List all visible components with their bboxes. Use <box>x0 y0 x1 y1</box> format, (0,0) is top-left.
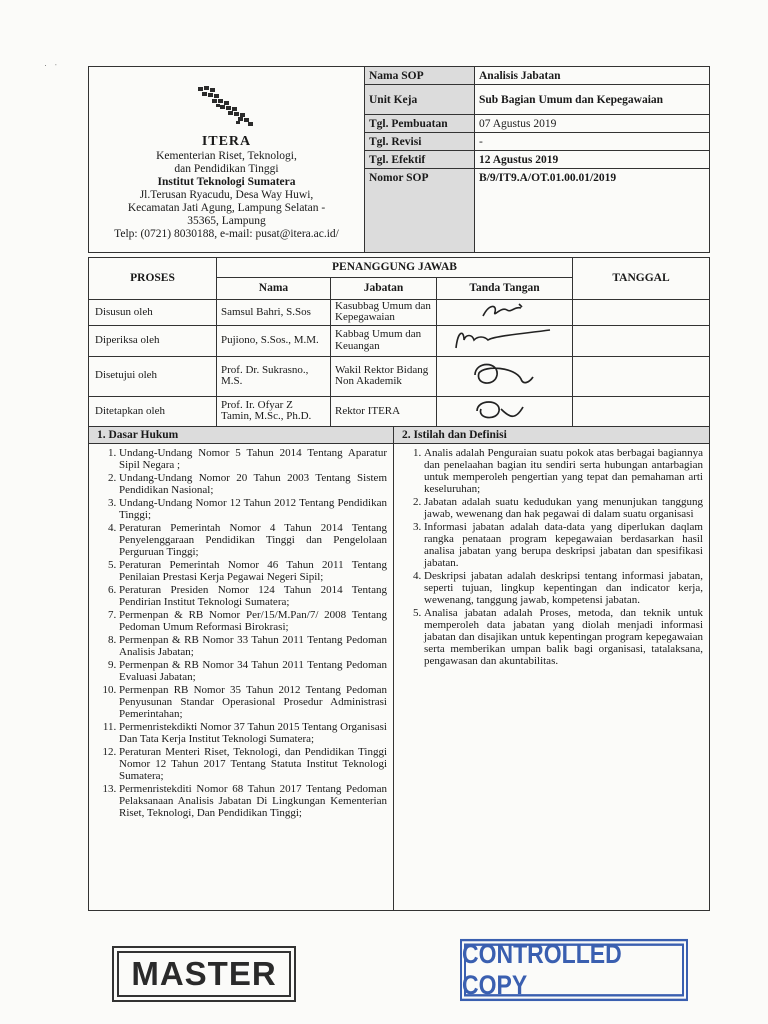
field-value: B/9/IT9.A/OT.01.00.01/2019 <box>475 169 710 187</box>
col-penanggung-jawab: PENANGGUNG JAWAB <box>217 257 573 277</box>
contact-line: Telp: (0721) 8030188, e-mail: pusat@itera.ac.id/ <box>114 228 339 240</box>
list-item: 9. Permenpan & RB Nomor 34 Tahun 2011 Tentang Pedoman Evaluasi Jabatan; <box>119 659 387 683</box>
list-item: 5. Analisa jabatan adalah Proses, metoda, dan teknik untuk memperoleh data jabatan yang diolah menjadi informasi jabatan dan disajikan untuk kepentingan program kepegawaian serta memberikan umpan balik bagi organisasi, tatalaksana, pengawasan dan akuntabilitas. <box>424 607 703 667</box>
list-item: 5. Peraturan Pemerintah Nomor 46 Tahun 2011 Tentang Penilaian Prestasi Kerja Pegawai Negeri Sipil; <box>119 559 387 583</box>
istilah-list <box>394 447 709 667</box>
dasar-hukum-section <box>89 427 394 910</box>
address-line-1: Jl.Terusan Ryacudu, Desa Way Huwi, <box>139 189 314 201</box>
col-jabatan: Jabatan <box>331 277 437 299</box>
list-item: 4. Peraturan Pemerintah Nomor 4 Tahun 2014 Tentang Penyelenggaraan Pendidikan Tinggi dan Pengelolaan Perguruan Tinggi; <box>119 522 387 558</box>
list-item: 3. Informasi jabatan adalah data-data yang diperlukan daqlam rangka penataan program kepegawaian berdasarkan hasil analisa jabatan yang berupa deskripsi jabatan dan spesifikasi jabatan. <box>424 521 703 569</box>
list-item: 11. Permenristekdikti Nomor 37 Tahun 2015 Tentang Organisasi Dan Tata Kerja Institut Teknologi Sumatera; <box>119 721 387 745</box>
col-proses: PROSES <box>89 257 217 299</box>
list-item: 4. Deskripsi jabatan adalah deskripsi tentang informasi jabatan, seperti tujuan, lingkup kepentingan dan indicator kerja, wewenang, tanggung jawab, kompetensi jabatan. <box>424 570 703 606</box>
col-nama: Nama <box>217 277 331 299</box>
field-label: Tgl. Revisi <box>365 133 475 151</box>
field-label: Unit Keja <box>365 85 475 115</box>
institution-short: ITERA <box>201 134 252 149</box>
field-value: 07 Agustus 2019 <box>475 115 710 133</box>
ministry-line-2: dan Pendidikan Tinggi <box>174 163 279 175</box>
list-item: 7. Permenpan & RB Nomor Per/15/M.Pan/7/ 2008 Tentang Pedoman Umum Reformasi Birokrasi; <box>119 609 387 633</box>
content-sections <box>88 427 710 911</box>
field-value: Analisis Jabatan <box>475 67 710 85</box>
institution-block <box>89 67 365 253</box>
sop-document <box>88 66 710 911</box>
list-item: 8. Permenpan & RB Nomor 33 Tahun 2011 Tentang Pedoman Analisis Jabatan; <box>119 634 387 658</box>
table-row: Disusun oleh Samsul Bahri, S.Sos Kasubbag Umum dan Kepegawaian <box>89 299 710 326</box>
table-row: Ditetapkan oleh Prof. Ir. Ofyar Z Tamin, M.Sc., Ph.D. Rektor ITERA <box>89 396 710 427</box>
signature-4 <box>437 396 573 427</box>
field-value: - <box>475 133 710 151</box>
list-item: 13. Permenristekditi Nomor 68 Tahun 2017 Tentang Pedoman Pelaksanaan Analisis Jabatan Di Lingkungan Kementerian Riset, Teknologi, Dan Pendidikan Tinggi; <box>119 783 387 819</box>
field-value: Sub Bagian Umum dan Kepegawaian <box>475 85 710 115</box>
dasar-hukum-list <box>89 447 393 819</box>
table-row: Diperiksa oleh Pujiono, S.Sos., M.M. Kabbag Umum dan Keuangan <box>89 326 710 357</box>
approval-table <box>88 257 710 428</box>
list-item: 2. Jabatan adalah suatu kedudukan yang menunjukan tanggung jawab, wewenang dan hak pegawai di dalam suatu organisasi <box>424 496 703 520</box>
list-item: 1. Analis adalah Penguraian suatu pokok atas berbagai bagiannya dan penelaahan bagian itu sendiri serta hubungan antarbagian untuk memperoleh pengertian yang tepat dan pemahaman arti keseluruhan; <box>424 447 703 495</box>
itera-logo-icon <box>192 83 262 129</box>
col-tanda-tangan: Tanda Tangan <box>437 277 573 299</box>
list-item: 2. Undang-Undang Nomor 20 Tahun 2003 Tentang Sistem Pendidikan Nasional; <box>119 472 387 496</box>
field-label: Tgl. Pembuatan <box>365 115 475 133</box>
institution-name: Institut Teknologi Sumatera <box>157 176 296 188</box>
list-item: 10. Permenpan RB Nomor 35 Tahun 2012 Tentang Pedoman Penyusunan Standar Operasional Prosedur Administrasi Pemerintahan; <box>119 684 387 720</box>
signature-3 <box>437 356 573 396</box>
table-row: Disetujui oleh Prof. Dr. Sukrasno., M.S. Wakil Rektor Bidang Non Akademik <box>89 356 710 396</box>
list-item: 12. Peraturan Menteri Riset, Teknologi, dan Pendidikan Tinggi Nomor 12 Tahun 2017 Tentang Statuta Institut Teknologi Sumatera; <box>119 746 387 782</box>
istilah-section <box>394 427 709 910</box>
field-label: Nama SOP <box>365 67 475 85</box>
col-tanggal: TANGGAL <box>573 257 710 299</box>
field-label: Tgl. Efektif <box>365 151 475 169</box>
header-table <box>88 66 710 253</box>
list-item: 3. Undang-Undang Nomor 12 Tahun 2012 Tentang Pendidikan Tinggi; <box>119 497 387 521</box>
signature-2 <box>437 326 573 357</box>
ministry-line-1: Kementerian Riset, Teknologi, <box>156 150 297 162</box>
section-title: 2. Istilah dan Definisi <box>394 427 709 444</box>
controlled-copy-stamp: CONTROLLED COPY <box>460 939 688 1001</box>
list-item: 1. Undang-Undang Nomor 5 Tahun 2014 Tentang Aparatur Sipil Negara ; <box>119 447 387 471</box>
signature-1 <box>437 299 573 326</box>
scan-specks: · ᐧ <box>44 60 57 70</box>
address-line-3: 35365, Lampung <box>187 215 266 227</box>
address-line-2: Kecamatan Jati Agung, Lampung Selatan - <box>127 202 326 214</box>
section-title: 1. Dasar Hukum <box>89 427 393 444</box>
field-value: 12 Agustus 2019 <box>475 151 710 169</box>
list-item: 6. Peraturan Presiden Nomor 124 Tahun 2014 Tentang Pendirian Institut Teknologi Sumatera; <box>119 584 387 608</box>
field-label: Nomor SOP <box>365 169 475 187</box>
master-stamp: MASTER <box>112 946 296 1002</box>
